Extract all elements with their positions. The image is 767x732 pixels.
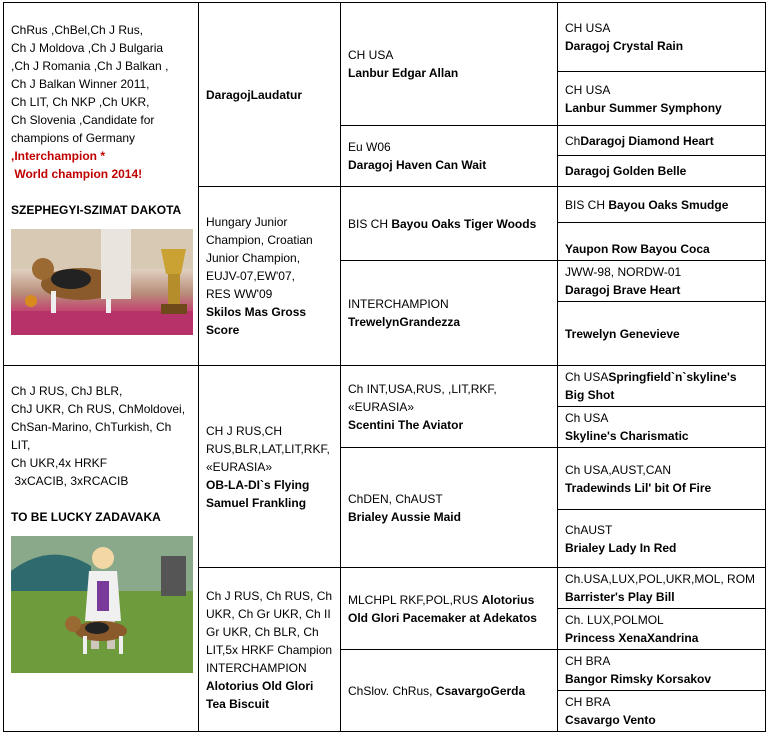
handler-with-beagle-image bbox=[11, 536, 193, 673]
gen2-cell bbox=[341, 126, 558, 187]
dog-name: Lanbur Summer Symphony bbox=[565, 100, 722, 115]
gen2-cell bbox=[341, 3, 558, 126]
gen2-cell bbox=[341, 568, 558, 650]
dog-name: Alotorius Old Glori Pacemaker at Adekatos bbox=[348, 592, 537, 625]
dog-titles: Ch.USA,LUX,POL,UKR,MOL, ROM bbox=[565, 572, 756, 586]
dog-titles: ChAUST bbox=[565, 522, 613, 537]
dog-name: Princess XenaXandrina bbox=[565, 631, 699, 645]
dog-name: Scentini The Aviator bbox=[348, 417, 464, 432]
dog-name: Lanbur Edgar Allan bbox=[348, 66, 459, 80]
dog-name: Bayou Oaks Smudge bbox=[608, 197, 729, 212]
gen2-cell bbox=[341, 366, 558, 448]
gen3-cell bbox=[558, 366, 766, 407]
sire-cell bbox=[4, 3, 199, 366]
gen1-cell bbox=[199, 3, 341, 187]
sire-title-line: Ch LIT, Ch NKP ,Ch UKR, bbox=[11, 95, 150, 109]
dog-titles: CH BRA bbox=[565, 654, 611, 668]
dog-titles: BIS CH bbox=[348, 216, 392, 231]
dam-name: TO BE LUCKY ZADAVAKA bbox=[11, 510, 161, 524]
pedigree-table bbox=[3, 2, 766, 732]
gen3-cell bbox=[558, 126, 766, 156]
sire-title-line: World champion 2014! bbox=[11, 167, 143, 181]
gen3-cell bbox=[558, 261, 766, 302]
dog-titles: Eu W06 bbox=[348, 140, 391, 154]
dog-name: Daragoj Brave Heart bbox=[565, 283, 681, 297]
dam-title-line: Ch UKR,4x HRKF bbox=[11, 456, 108, 470]
gen2-cell bbox=[341, 448, 558, 568]
sire-title-line: champions of Germany bbox=[11, 131, 136, 145]
gen3-cell bbox=[558, 510, 766, 568]
sire-name: SZEPHEGYI-SZIMAT DAKOTA bbox=[11, 203, 182, 217]
dog-name: DaragojLaudatur bbox=[206, 87, 303, 102]
dog-name: Daragoj Golden Belle bbox=[565, 164, 687, 178]
dog-name: Skyline's Charismatic bbox=[565, 429, 689, 443]
sire-title-line: ,Interchampion * bbox=[11, 149, 106, 163]
gen3-cell bbox=[558, 407, 766, 448]
gen3-cell bbox=[558, 691, 766, 732]
dam-title-line: 3xCACIB, 3xRCACIB bbox=[11, 474, 129, 488]
dog-name: CsavargoGerda bbox=[435, 683, 526, 698]
dog-titles: Ch USA,AUST,CAN bbox=[565, 462, 672, 477]
sire-titles bbox=[11, 21, 191, 183]
sire-title-line: ChRus ,ChBel,Ch J Rus, bbox=[11, 23, 144, 37]
dog-titles: CH BRA bbox=[565, 695, 611, 709]
dog-titles: CH USA bbox=[348, 48, 394, 62]
sire-title-line: Ch Slovenia ,Candidate for bbox=[11, 113, 155, 127]
dog-name: Yaupon Row Bayou Coca bbox=[565, 242, 710, 256]
dog-name: Tradewinds Lil' bit Of Fire bbox=[565, 480, 712, 495]
dog-titles: JWW-98, NORDW-01 bbox=[565, 265, 682, 279]
dog-titles: Ch USA bbox=[565, 370, 609, 384]
dog-name: Springfield`n`skyline's Big Shot bbox=[565, 370, 737, 402]
gen2-cell bbox=[341, 650, 558, 732]
dog-name: Brialey Lady In Red bbox=[565, 540, 677, 555]
dog-name: OB-LA-DI`s Flying Samuel Frankling bbox=[206, 477, 310, 510]
sire-title-line: ,Ch J Romania ,Ch J Balkan , bbox=[11, 59, 169, 73]
gen3-cell bbox=[558, 448, 766, 510]
dog-name: Daragoj Diamond Heart bbox=[580, 133, 714, 148]
dog-name: Alotorius Old Glori Tea Biscuit bbox=[206, 678, 314, 711]
dam-titles bbox=[11, 382, 191, 490]
gen1-cell bbox=[199, 187, 341, 366]
dog-titles: Ch USA bbox=[565, 411, 609, 425]
gen3-cell bbox=[558, 72, 766, 126]
dog-titles: CH J RUS,CH RUS,BLR,LAT,LIT,RKF, «EURASIA» bbox=[206, 423, 330, 474]
dog-titles: CH USA bbox=[565, 82, 611, 97]
dog-titles: MLCHPL RKF,POL,RUS bbox=[348, 592, 482, 607]
dog-titles: Ch J RUS, Ch RUS, Ch UKR, Ch Gr UKR, Ch II Gr UKR, Ch BLR, Ch LIT,5x HRKF Champion INTERCHAMPION bbox=[206, 588, 333, 675]
sire-title-line: Ch J Moldova ,Ch J Bulgaria bbox=[11, 41, 164, 55]
beagle-with-trophy-image bbox=[11, 229, 193, 335]
dog-name: Bangor Rimsky Korsakov bbox=[565, 672, 712, 686]
dog-name: Trewelyn Genevieve bbox=[565, 326, 680, 341]
dog-name: Daragoj Haven Can Wait bbox=[348, 158, 487, 172]
dog-name: Bayou Oaks Tiger Woods bbox=[391, 216, 537, 231]
dam-title-line: LIT, bbox=[11, 438, 31, 452]
gen2-cell bbox=[341, 187, 558, 261]
gen3-cell bbox=[558, 3, 766, 72]
dam-cell bbox=[4, 366, 199, 732]
dog-titles: Ch INT,USA,RUS, ,LIT,RKF, «EURASIA» bbox=[348, 381, 497, 414]
dog-titles: BIS CH bbox=[565, 197, 609, 212]
gen3-cell bbox=[558, 302, 766, 366]
dog-name: Daragoj Crystal Rain bbox=[565, 39, 684, 53]
sire-title-line: Ch J Balkan Winner 2011, bbox=[11, 77, 150, 91]
gen3-cell bbox=[558, 223, 766, 261]
dog-titles: CH USA bbox=[565, 21, 611, 35]
gen3-cell bbox=[558, 609, 766, 650]
dog-name: Skilos Mas Gross Score bbox=[206, 305, 307, 337]
dam-title-line: Ch J RUS, ChJ BLR, bbox=[11, 384, 123, 398]
dog-titles: ChDEN, ChAUST bbox=[348, 491, 443, 506]
dam-title-line: ChJ UKR, Ch RUS, ChMoldovei, bbox=[11, 402, 186, 416]
dog-titles: Ch bbox=[565, 133, 581, 148]
dog-titles: Hungary Junior Champion, Croatian Junior Champion, EUJV-07,EW'07, RES WW'09 bbox=[206, 215, 313, 301]
dog-titles: ChSlov. ChRus, bbox=[348, 683, 436, 698]
gen1-cell bbox=[199, 366, 341, 568]
dog-titles: INTERCHAMPION bbox=[348, 297, 449, 311]
dog-name: Barrister's Play Bill bbox=[565, 590, 675, 604]
gen3-cell bbox=[558, 156, 766, 187]
gen1-cell bbox=[199, 568, 341, 732]
gen2-cell bbox=[341, 261, 558, 366]
gen3-cell bbox=[558, 187, 766, 223]
dog-name: TrewelynGrandezza bbox=[348, 315, 461, 329]
dog-titles: Ch. LUX,POLMOL bbox=[565, 613, 664, 627]
dam-photo bbox=[11, 536, 193, 673]
sire-photo bbox=[11, 229, 193, 335]
gen3-cell bbox=[558, 650, 766, 691]
dog-name: Brialey Aussie Maid bbox=[348, 509, 461, 524]
gen3-cell bbox=[558, 568, 766, 609]
dog-name: Csavargo Vento bbox=[565, 713, 656, 727]
dam-title-line: ChSan-Marino, ChTurkish, Ch bbox=[11, 420, 172, 434]
